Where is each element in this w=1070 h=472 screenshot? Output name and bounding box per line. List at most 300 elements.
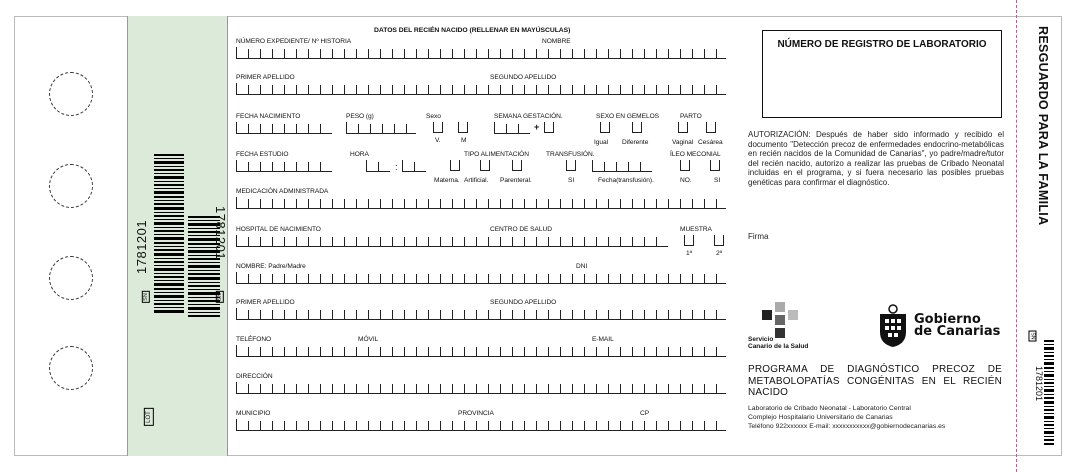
box-divider	[668, 347, 669, 356]
box-divider	[320, 162, 321, 171]
box-divider	[608, 347, 609, 356]
input-telefono-email[interactable]	[236, 345, 726, 357]
box-divider	[380, 237, 381, 246]
box-divider	[404, 274, 405, 283]
box-divider	[668, 199, 669, 208]
box-divider	[284, 199, 285, 208]
box-divider	[548, 85, 549, 94]
gob-line-1: Gobierno	[914, 312, 981, 327]
box-divider	[488, 347, 489, 356]
box-divider	[440, 274, 441, 283]
label-sexo-gemelos: SEXO EN GEMELOS	[596, 113, 660, 120]
box-divider	[272, 237, 273, 246]
box-divider	[572, 274, 573, 283]
box-divider	[596, 199, 597, 208]
box-divider	[320, 85, 321, 94]
box-divider	[344, 310, 345, 319]
label-email: E-MAIL	[592, 336, 614, 343]
box-divider	[536, 310, 537, 319]
checkbox-muestra-2[interactable]	[714, 235, 724, 246]
box-divider	[440, 421, 441, 430]
box-divider	[656, 49, 657, 58]
box-divider	[668, 274, 669, 283]
barcode-number-left: 1781201	[134, 219, 149, 274]
box-divider	[596, 421, 597, 430]
label-muestra-2: 2ª	[716, 250, 723, 257]
box-divider	[332, 310, 333, 319]
box-divider	[392, 347, 393, 356]
barcode-strip	[128, 16, 228, 456]
box-divider	[464, 347, 465, 356]
input-peso[interactable]	[346, 122, 416, 134]
box-divider	[368, 49, 369, 58]
box-divider	[584, 49, 585, 58]
blood-spot-circle[interactable]	[49, 164, 93, 208]
checkbox-cesarea[interactable]	[706, 122, 716, 133]
label-provincia: PROVINCIA	[458, 410, 494, 417]
box-divider	[452, 421, 453, 430]
box-divider	[512, 384, 513, 393]
box-divider	[512, 49, 513, 58]
box-divider	[620, 85, 621, 94]
box-divider	[452, 49, 453, 58]
label-vaginal: Vaginal	[672, 139, 694, 146]
label-cesarea: Cesárea	[698, 139, 723, 146]
checkbox-ileo-si[interactable]	[710, 160, 720, 171]
box-divider	[572, 347, 573, 356]
box-divider	[548, 310, 549, 319]
box-divider	[260, 237, 261, 246]
box-divider	[644, 199, 645, 208]
box-divider	[428, 199, 429, 208]
box-divider	[464, 49, 465, 58]
box-divider	[560, 347, 561, 356]
box-divider	[392, 237, 393, 246]
box-divider	[428, 237, 429, 246]
input-hospital-centro[interactable]	[236, 235, 668, 247]
blood-spot-area	[14, 16, 128, 456]
box-divider	[704, 347, 705, 356]
box-divider	[620, 347, 621, 356]
box-divider	[416, 347, 417, 356]
box-divider	[320, 421, 321, 430]
box-divider	[536, 199, 537, 208]
label-sexo-v: V.	[435, 137, 441, 144]
box-divider	[332, 384, 333, 393]
box-divider	[368, 199, 369, 208]
box-divider	[392, 199, 393, 208]
box-divider	[656, 384, 657, 393]
box-divider	[404, 421, 405, 430]
box-divider	[296, 274, 297, 283]
box-divider	[344, 49, 345, 58]
input-direccion[interactable]	[236, 382, 726, 394]
checkbox-igual[interactable]	[600, 122, 610, 133]
box-divider	[692, 49, 693, 58]
lab-registration-box[interactable]	[762, 30, 1002, 118]
box-divider	[380, 421, 381, 430]
box-divider	[416, 421, 417, 430]
box-divider	[344, 199, 345, 208]
box-divider	[704, 85, 705, 94]
box-divider	[392, 384, 393, 393]
input-fecha-estudio[interactable]	[236, 160, 332, 172]
box-divider	[416, 199, 417, 208]
box-divider	[656, 85, 657, 94]
signature-label[interactable]: Firma	[748, 232, 769, 241]
box-divider	[440, 237, 441, 246]
input-municipio-cp[interactable]	[236, 419, 726, 431]
box-divider	[284, 237, 285, 246]
sn-label-left: SN	[142, 293, 149, 301]
box-divider	[488, 85, 489, 94]
box-divider	[608, 274, 609, 283]
box-divider	[296, 124, 297, 133]
box-divider	[704, 310, 705, 319]
box-divider	[344, 384, 345, 393]
box-divider	[416, 310, 417, 319]
label-parenteral: Parenteral.	[500, 177, 532, 184]
box-divider	[284, 49, 285, 58]
box-divider	[680, 384, 681, 393]
box-divider	[464, 421, 465, 430]
box-divider	[668, 384, 669, 393]
box-divider	[260, 384, 261, 393]
blood-spot-circle[interactable]	[49, 256, 93, 300]
box-divider	[644, 237, 645, 246]
checkbox-muestra-1[interactable]	[684, 235, 694, 246]
box-divider	[272, 421, 273, 430]
box-divider	[524, 384, 525, 393]
box-divider	[392, 85, 393, 94]
box-divider	[644, 421, 645, 430]
box-divider	[716, 384, 717, 393]
input-fecha-nacimiento[interactable]	[236, 122, 332, 134]
box-divider	[248, 49, 249, 58]
label-medicacion: MEDICACIÓN ADMINISTRADA	[236, 188, 329, 195]
lab-registration-title: NÚMERO DE REGISTRO DE LABORATORIO	[777, 39, 987, 50]
box-divider	[272, 49, 273, 58]
input-row-expediente[interactable]	[236, 47, 726, 59]
box-divider	[332, 199, 333, 208]
box-divider	[452, 237, 453, 246]
box-divider	[704, 421, 705, 430]
box-divider	[296, 347, 297, 356]
label-nombre: NOMBRE	[542, 38, 571, 45]
box-divider	[368, 421, 369, 430]
label-primer-apellido: PRIMER APELLIDO	[236, 74, 295, 81]
box-divider	[548, 347, 549, 356]
family-receipt-title: RESGUARDO PARA LA FAMILIA	[1036, 26, 1050, 226]
box-divider	[644, 384, 645, 393]
gobierno-canarias-text	[914, 314, 1000, 338]
box-divider	[452, 347, 453, 356]
box-divider	[560, 421, 561, 430]
box-divider	[716, 199, 717, 208]
input-hora[interactable]	[366, 160, 390, 172]
box-divider	[380, 49, 381, 58]
box-divider	[596, 274, 597, 283]
box-divider	[428, 274, 429, 283]
label-fecha-transfusion: Fecha(transfusión).	[598, 177, 654, 184]
form-title: DATOS DEL RECIÉN NACIDO (RELLENAR EN MAYÚSCULAS)	[374, 27, 571, 34]
box-divider	[560, 310, 561, 319]
box-divider	[248, 421, 249, 430]
gob-line-2: de Canarias	[914, 324, 1001, 339]
box-divider	[428, 421, 429, 430]
checkbox-materna[interactable]	[450, 160, 460, 171]
box-divider	[680, 85, 681, 94]
box-divider	[452, 384, 453, 393]
checkbox-diferente[interactable]	[632, 122, 642, 133]
box-divider	[476, 347, 477, 356]
blood-spot-circle[interactable]	[49, 346, 93, 390]
blood-spot-circle[interactable]	[49, 72, 93, 116]
box-divider	[548, 49, 549, 58]
label-parto: PARTO	[680, 113, 702, 120]
box-divider	[414, 162, 415, 171]
box-divider	[572, 49, 573, 58]
input-nombre-dni[interactable]	[236, 272, 726, 284]
box-divider	[512, 310, 513, 319]
box-divider	[404, 49, 405, 58]
input-row-apellidos[interactable]	[236, 83, 726, 95]
box-divider	[608, 199, 609, 208]
box-divider	[380, 199, 381, 208]
box-divider	[548, 274, 549, 283]
box-divider	[356, 274, 357, 283]
box-divider	[596, 347, 597, 356]
box-divider	[272, 384, 273, 393]
box-divider	[416, 384, 417, 393]
box-divider	[284, 347, 285, 356]
box-divider	[464, 384, 465, 393]
box-divider	[476, 49, 477, 58]
box-divider	[584, 384, 585, 393]
box-divider	[512, 421, 513, 430]
label-materna: Materna.	[434, 177, 460, 184]
box-divider	[560, 274, 561, 283]
box-divider	[500, 384, 501, 393]
label-ileo-no: NO.	[680, 177, 692, 184]
box-divider	[464, 310, 465, 319]
box-divider	[260, 85, 261, 94]
box-divider	[394, 124, 395, 133]
checkbox-sexo-v[interactable]	[433, 122, 443, 133]
box-divider	[248, 274, 249, 283]
input-minutos[interactable]	[402, 160, 426, 172]
checkbox-artificial[interactable]	[480, 160, 490, 171]
box-divider	[296, 384, 297, 393]
label-peso: PESO (g)	[346, 113, 374, 120]
box-divider	[320, 49, 321, 58]
box-divider	[272, 274, 273, 283]
input-medicacion[interactable]	[236, 197, 726, 209]
box-divider	[632, 274, 633, 283]
box-divider	[320, 199, 321, 208]
box-divider	[524, 85, 525, 94]
box-divider	[260, 421, 261, 430]
box-divider	[476, 85, 477, 94]
box-divider	[308, 124, 309, 133]
box-divider	[548, 421, 549, 430]
box-divider	[692, 421, 693, 430]
checkbox-sexo-m[interactable]	[458, 122, 468, 133]
box-divider	[356, 199, 357, 208]
box-divider	[608, 421, 609, 430]
box-divider	[680, 199, 681, 208]
box-divider	[356, 85, 357, 94]
box-divider	[416, 49, 417, 58]
box-divider	[272, 85, 273, 94]
box-divider	[332, 274, 333, 283]
box-divider	[248, 124, 249, 133]
box-divider	[560, 49, 561, 58]
box-divider	[296, 85, 297, 94]
box-divider	[644, 85, 645, 94]
label-muestra: MUESTRA	[680, 226, 712, 233]
box-divider	[488, 274, 489, 283]
box-divider	[488, 384, 489, 393]
box-divider	[608, 237, 609, 246]
box-divider	[416, 237, 417, 246]
box-divider	[260, 310, 261, 319]
label-tipo-alimentacion: TIPO ALIMENTACIÓN	[464, 151, 529, 158]
label-igual: Igual	[594, 139, 609, 146]
box-divider	[320, 237, 321, 246]
box-divider	[404, 310, 405, 319]
box-divider	[368, 384, 369, 393]
box-divider	[572, 310, 573, 319]
box-divider	[308, 237, 309, 246]
box-divider	[260, 274, 261, 283]
box-divider	[656, 421, 657, 430]
box-divider	[476, 384, 477, 393]
box-divider	[584, 274, 585, 283]
box-divider	[560, 199, 561, 208]
box-divider	[284, 274, 285, 283]
box-divider	[284, 384, 285, 393]
box-divider	[584, 347, 585, 356]
checkbox-vaginal[interactable]	[678, 122, 688, 133]
box-divider	[668, 310, 669, 319]
box-divider	[440, 199, 441, 208]
box-divider	[404, 199, 405, 208]
box-divider	[392, 274, 393, 283]
box-divider	[332, 421, 333, 430]
label-dni: DNI	[576, 263, 588, 270]
box-divider	[716, 49, 717, 58]
label-expediente: NÚMERO EXPEDIENTE/ Nº HISTORIA	[236, 38, 352, 45]
input-apellidos-padre[interactable]	[236, 308, 726, 320]
box-divider	[512, 347, 513, 356]
box-divider	[416, 274, 417, 283]
box-divider	[488, 199, 489, 208]
label-movil: MÓVIL	[358, 336, 379, 343]
box-divider	[308, 274, 309, 283]
box-divider	[368, 347, 369, 356]
lab-contact	[748, 404, 945, 431]
box-divider	[308, 310, 309, 319]
checkbox-parenteral[interactable]	[512, 160, 522, 171]
checkbox-ileo-no[interactable]	[680, 160, 690, 171]
input-fecha-transfusion[interactable]	[592, 160, 652, 172]
box-divider	[440, 310, 441, 319]
box-divider	[488, 310, 489, 319]
box-divider	[656, 310, 657, 319]
box-divider	[644, 49, 645, 58]
box-divider	[608, 310, 609, 319]
box-divider	[380, 310, 381, 319]
box-divider	[392, 49, 393, 58]
box-divider	[512, 274, 513, 283]
box-divider	[608, 49, 609, 58]
box-divider	[572, 384, 573, 393]
box-divider	[248, 237, 249, 246]
box-divider	[272, 199, 273, 208]
box-divider	[356, 310, 357, 319]
box-divider	[500, 85, 501, 94]
input-semana-dias[interactable]	[544, 122, 554, 133]
box-divider	[260, 199, 261, 208]
box-divider	[428, 347, 429, 356]
box-divider	[476, 421, 477, 430]
label-fecha-estudio: FECHA ESTUDIO	[236, 151, 289, 158]
box-divider	[320, 384, 321, 393]
label-segundo-apellido: SEGUNDO APELLIDO	[490, 74, 557, 81]
box-divider	[524, 199, 525, 208]
box-divider	[378, 162, 379, 171]
box-divider	[512, 85, 513, 94]
box-divider	[308, 199, 309, 208]
box-divider	[356, 384, 357, 393]
scs-line-2: Canario de la Salud	[748, 343, 809, 350]
box-divider	[452, 199, 453, 208]
box-divider	[404, 85, 405, 94]
box-divider	[308, 347, 309, 356]
label-sexo: Sexo	[426, 113, 441, 120]
box-divider	[596, 237, 597, 246]
barcode-number-right: 1781201	[213, 206, 228, 261]
box-divider	[332, 49, 333, 58]
box-divider	[380, 274, 381, 283]
box-divider	[506, 124, 507, 133]
box-divider	[368, 274, 369, 283]
box-divider	[488, 237, 489, 246]
checkbox-transfusion-si[interactable]	[566, 160, 576, 171]
box-divider	[356, 49, 357, 58]
box-divider	[296, 199, 297, 208]
box-divider	[392, 310, 393, 319]
box-divider	[272, 347, 273, 356]
box-divider	[584, 199, 585, 208]
box-divider	[464, 274, 465, 283]
box-divider	[620, 310, 621, 319]
box-divider	[500, 310, 501, 319]
box-divider	[704, 49, 705, 58]
box-divider	[308, 421, 309, 430]
label-direccion: DIRECCIÓN	[236, 373, 273, 380]
box-divider	[584, 421, 585, 430]
authorization-text: AUTORIZACIÓN: Después de haber sido informado y recibido el documento "Detección precoz de enfermedades endocrino-metabólicas en recién nacidos de la Comunidad de Canarias", yo padre/madre/tutor del recién nacido, autorizo a realizar las pruebas de Cribado Neonatal incluidas en el programa, y si fuera necesario las posibles pruebas genéticas para confirmar el diagnóstico.	[748, 130, 1004, 187]
label-fecha-nacimiento: FECHA NACIMIENTO	[236, 113, 301, 120]
box-divider	[616, 162, 617, 171]
box-divider	[692, 85, 693, 94]
box-divider	[440, 85, 441, 94]
input-semana[interactable]	[494, 122, 530, 134]
box-divider	[524, 421, 525, 430]
box-divider	[370, 124, 371, 133]
